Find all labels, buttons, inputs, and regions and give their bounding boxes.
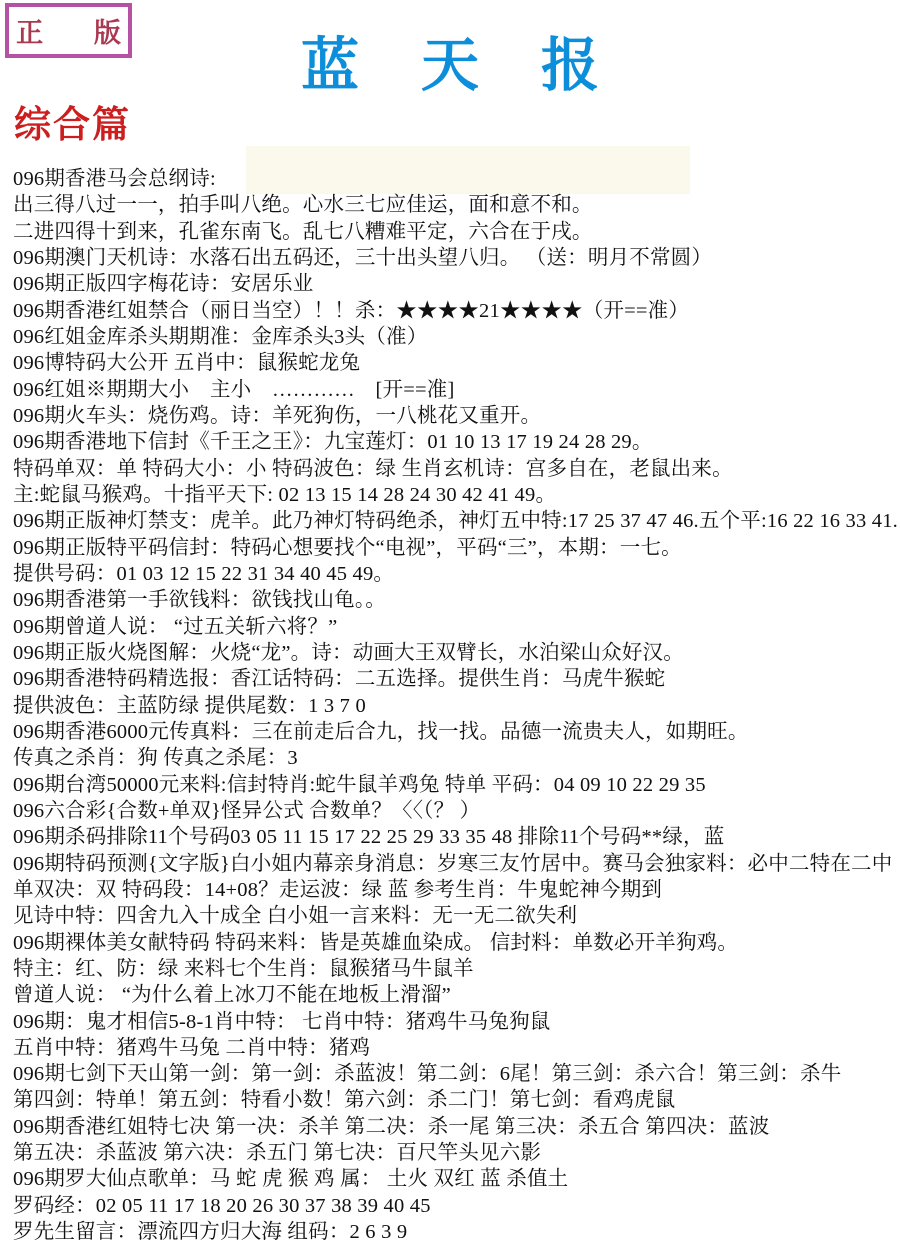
report-line: 主:蛇鼠马猴鸡。十指平天下: 02 13 15 14 28 24 30 42 41 49。: [13, 483, 557, 506]
report-body: [13, 166, 899, 1245]
report-line: 曾道人说： “为什么着上冰刀不能在地板上滑溜”: [13, 984, 451, 1007]
report-line: 罗先生留言：漂流四方归大海 组码：2 6 3 9: [13, 1221, 408, 1244]
report-line: 见诗中特：四舍九入十成全 白小姐一言来料：无一无二欲失利: [13, 905, 578, 928]
report-line: 096期裸体美女献特码 特码来料：皆是英雄血染成。 信封料：单数必开羊狗鸡。: [13, 931, 739, 954]
report-line: 特码单双：单 特码大小：小 特码波色：绿 生肖玄机诗：宫多自在，老鼠出来。: [13, 457, 733, 480]
report-line: 096期香港地下信封《千王之王》：九宝莲灯：01 10 13 17 19 24 28 29。: [13, 431, 653, 454]
report-line: 096期特码预测{文字版}白小姐内幕亲身消息：岁寒三友竹居中。赛马会独家料：必中二特在二中: [13, 852, 893, 875]
report-line: 096期正版四字梅花诗：安居乐业: [13, 273, 314, 296]
report-line: 特主：红、防：绿 来料七个生肖：鼠猴猪马牛鼠羊: [13, 957, 474, 980]
report-line: 096期香港特码精选报：香江话特码：二五选择。提供生肖：马虎牛猴蛇: [13, 668, 666, 691]
report-line: 第五决：杀蓝波 第六决：杀五门 第七决：百尺竿头见六影: [13, 1142, 542, 1165]
report-line: 096期正版特平码信封：特码心想要找个“电视”，平码“三”，本期：一七。: [13, 536, 682, 559]
authentic-stamp-badge: 正 版: [5, 3, 132, 58]
report-line: 096期香港红姐禁合（丽日当空）！！杀：★★★★21★★★★（开==准）: [13, 299, 690, 322]
report-line: 096期香港马会总纲诗:: [13, 168, 216, 190]
report-line: 五肖中特：猪鸡牛马兔 二肖中特：猪鸡: [13, 1036, 371, 1059]
report-line: 096红姐金库杀头期期准：金库杀头3头（准）: [13, 325, 428, 348]
report-line: 096期澳门天机诗：水落石出五码还，三十出头望八归。 （送：明月不常圆）: [13, 246, 713, 269]
report-line: 096博特码大公开 五肖中：鼠猴蛇龙兔: [13, 352, 361, 375]
report-line: 096期香港第一手欲钱料：欲钱找山龟。。: [13, 589, 386, 612]
report-line: 出三得八过一一，拍手叫八绝。心水三七应佳运，面和意不和。: [13, 194, 593, 217]
report-line: 罗码经：02 05 11 17 18 20 26 30 37 38 39 40 45: [13, 1194, 431, 1217]
report-line: 传真之杀肖：狗 传真之杀尾：3: [13, 747, 298, 770]
report-line: 提供波色：主蓝防绿 提供尾数：1 3 7 0: [13, 694, 366, 717]
report-line: 096期香港红姐特七决 第一决：杀羊 第二决：杀一尾 第三决：杀五合 第四决：蓝波: [13, 1115, 770, 1138]
report-line: 096红姐※期期大小 主小 ………… [开==准]: [13, 378, 455, 401]
report-line: 096期曾道人说： “过五关斩六将？”: [13, 615, 338, 638]
report-line: 096期：鬼才相信5-8-1肖中特： 七肖中特：猪鸡牛马兔狗鼠: [13, 1010, 551, 1033]
report-line: 096期正版神灯禁支：虎羊。此乃神灯特码绝杀，神灯五中特:17 25 37 47 46.五个平:16 22 16 33 41.: [13, 510, 898, 533]
report-line: 提供号码：01 03 12 15 22 31 34 40 45 49。: [13, 562, 395, 585]
report-line: 096期七剑下天山第一剑：第一剑：杀蓝波！第二剑：6尾！第三剑：杀六合！第三剑：杀牛: [13, 1063, 842, 1086]
report-line: 096期火车头：烧伤鸡。诗：羊死狗伤，一八桃花又重开。: [13, 404, 542, 427]
newspaper-title: 蓝天报: [300, 33, 661, 98]
section-title: 综合篇: [14, 105, 131, 146]
report-line: 二进四得十到来，孔雀东南飞。乱七八糟难平定，六合在于戌。: [13, 220, 593, 243]
report-line: 096期罗大仙点歌单：马 蛇 虎 猴 鸡 属： 土火 双红 蓝 杀值土: [13, 1168, 569, 1191]
report-line: 096期台湾50000元来料:信封特肖:蛇牛鼠羊鸡兔 特单 平码：04 09 10 22 29 35: [13, 773, 706, 796]
report-line: 096六合彩{合数+单双}怪异公式 合数单？〈〈（？ ）: [13, 799, 481, 822]
report-line: 单双决：双 特码段：14+08？走运波：绿 蓝 参考生肖：牛鬼蛇神今期到: [13, 878, 663, 901]
report-line: 096期杀码排除11个号码03 05 11 15 17 22 25 29 33 35 48 排除11个号码**绿，蓝: [13, 826, 725, 849]
report-line: 096期正版火烧图解：火烧“龙”。诗：动画大王双臂长，水泊梁山众好汉。: [13, 641, 684, 664]
report-line: 第四剑：特单！第五剑：特看小数！第六剑：杀二门！第七剑：看鸡虎鼠: [13, 1089, 676, 1112]
report-line: 096期香港6000元传真料：三在前走后合九，找一找。品德一流贵夫人，如期旺。: [13, 720, 749, 743]
